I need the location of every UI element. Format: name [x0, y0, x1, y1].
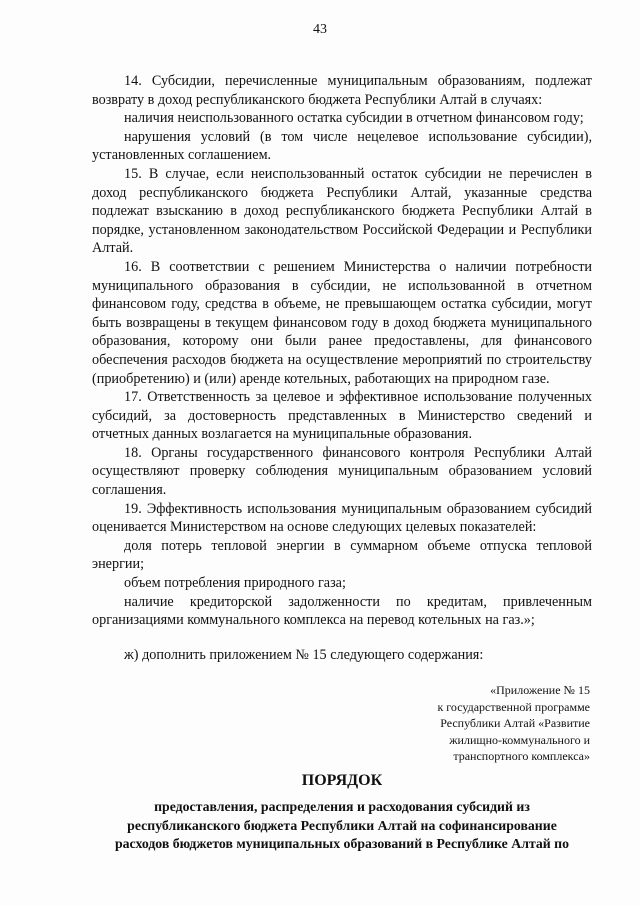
document-body: [92, 72, 592, 664]
appendix-intro: ж) дополнить приложением № 15 следующего содержания:: [124, 646, 484, 663]
appendix-header-line: Республики Алтай «Развитие: [440, 716, 590, 730]
paragraph-15: 15. В случае, если неиспользованный остаток субсидии не перечислен в доход республиканского бюджета Республики Алтай, указанные средства подлежат взысканию в доход республиканского бюджета Республики Алтай в порядке, установленном законодательством Российской Федерации и Республики Алтай.: [92, 165, 592, 257]
paragraph-14: 14. Субсидии, перечисленные муниципальным образованиям, подлежат возврату в доход республиканского бюджета Республики Алтай в случаях:: [92, 73, 592, 108]
paragraph-16: 16. В соответствии с решением Министерства о наличии потребности муниципального образования в субсидии, не использованной в отчетном финансовом году, средства в объеме, не превышающем остатка субсидии, могут быть возвращены в текущем финансовом году в доход бюджета муниципального образования, которому они были ранее предоставлены, для финансового обеспечения расходов бюджета на осуществление мероприятий по строительству (приобретению) и (или) аренде котельных, работающих на природном газе.: [92, 258, 592, 387]
paragraph-18: 18. Органы государственного финансового контроля Республики Алтай осуществляют проверку соблюдения муниципальным образованием условий соглашения.: [92, 444, 592, 499]
paragraph-14-case-2: нарушения условий (в том числе нецелевое использование субсидии), установленных соглашением.: [92, 128, 592, 164]
paragraph-14-case-1: наличия неиспользованного остатка субсидии в отчетном финансовом году;: [124, 110, 584, 127]
subtitle-line: республиканского бюджета Республики Алтай на софинансирование: [127, 817, 557, 833]
indicator-2: объем потребления природного газа;: [124, 575, 346, 592]
section-title: ПОРЯДОК: [301, 772, 383, 789]
appendix-header-line: «Приложение № 15: [490, 683, 590, 697]
indicator-1: доля потерь тепловой энергии в суммарном объеме отпуска тепловой энергии;: [92, 537, 592, 573]
appendix-header-line: транспортного комплекса»: [453, 749, 590, 763]
appendix-header-line: к государственной программе: [437, 699, 590, 714]
indicator-3: наличие кредиторской задолженности по кредитам, привлеченным организациями коммунального комплекса на перевод котельных на газ.»;: [92, 593, 592, 629]
page-number: 43: [313, 22, 327, 37]
subtitle-line: расходов бюджетов муниципальных образований в Республике Алтай по: [114, 836, 570, 852]
subtitle-line: предоставления, распределения и расходования субсидий из: [154, 799, 530, 814]
appendix-header-line: жилищно-коммунального и: [449, 732, 590, 747]
paragraph-19: 19. Эффективность использования муниципальным образованием субсидий оценивается Министерством на основе следующих целевых показателей:: [92, 500, 592, 536]
section-subtitle: [92, 798, 592, 854]
paragraph-17: 17. Ответственность за целевое и эффективное использование полученных субсидий, за достоверность представленных в Министерство сведений и отчетных данных возлагается на муниципальные образования.: [92, 389, 592, 443]
appendix-header: [330, 682, 590, 765]
